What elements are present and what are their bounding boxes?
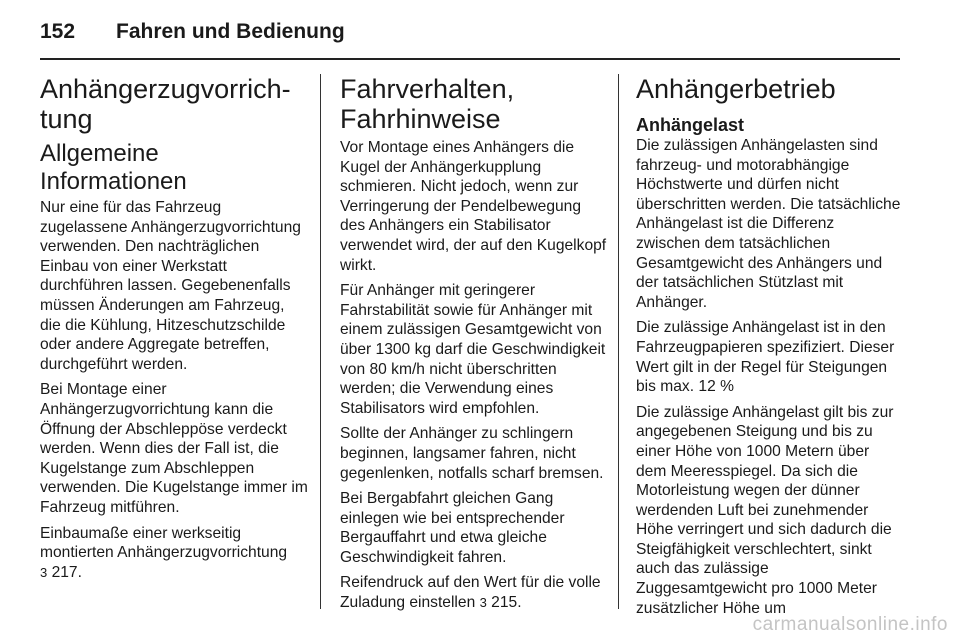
paragraph: Die zulässige Anhängelast gilt bis zur angegebenen Steigung und bis zu einer Höhe von 1000 Metern über dem Meeresspiegel. Da sich die Motorleistung wegen der dünner werdenden Luft bei zunehmender Höhe verringert und sich dadurch die Steigfähigkeit verschlechtert, sinkt auch das zulässige Zuggesamtgewicht pro 1000 Meter zusätzlicher Höhe um	[636, 403, 894, 617]
column-divider-right	[618, 74, 619, 609]
paragraph: Vor Montage eines Anhängers die Kugel der Anhängerkupplung schmieren. Nicht jedoch, wenn zur Verringerung der Pendelbewegung des Anhängers ein Stabilisator verwendet wird, der auf den Kugelkopf wirkt.	[340, 139, 607, 274]
paragraph: Sollte der Anhänger zu schlingern beginnen, langsamer fahren, nicht gegenlenken, notfalls scharf bremsen.	[340, 425, 604, 482]
paragraph-with-reference	[340, 573, 608, 612]
paragraph-text: Einbaumaße einer werkseitig montierten Anhängerzugvorrichtung	[40, 524, 288, 562]
page-header	[40, 20, 345, 44]
subsection-title-anhaengelast: Anhängelast	[636, 115, 745, 135]
page-number: 152	[40, 20, 76, 43]
paragraph: Bei Bergabfahrt gleichen Gang einlegen wie bei entsprechender Bergauffahrt und etwa gleiche Geschwindigkeit fahren.	[340, 490, 565, 566]
section-title-anhaengerzugvorrichtung	[40, 74, 308, 134]
section-title-line1: Anhängerzugvorrich-	[40, 74, 291, 104]
section-title-line1: Fahrverhalten,	[340, 74, 515, 104]
section-title-line2: tung	[40, 104, 93, 134]
header-rule	[40, 58, 900, 60]
chapter-title: Fahren und Bedienung	[116, 20, 345, 43]
watermark: carmanualsonline.info	[752, 614, 948, 635]
page-reference-arrow-icon: 3	[479, 595, 487, 611]
paragraph-with-reference	[40, 524, 308, 583]
page-reference-link[interactable]: 215.	[491, 594, 522, 612]
section-title-fahrverhalten	[340, 74, 608, 134]
subsection-title-allgemeine: Allgemeine Informationen	[40, 140, 187, 195]
paragraph: Bei Montage einer Anhängerzugvorrichtung kann die Öffnung der Abschleppöse verdeckt werden. Wenn dies der Fall ist, die Kugelstange zum Abschleppen verwenden. Die Kugelstange immer im Fahrzeug mitführen.	[40, 381, 308, 516]
column-divider-left	[320, 74, 321, 609]
paragraph: Nur eine für das Fahrzeug zugelassene Anhängerzugvorrichtung verwenden. Den nachträglichen Einbau von einer Werkstatt durchführen lassen. Gegebenenfalls müssen Änderungen am Fahrzeug, die die Kühlung, Hitzeschutzschilde oder andere Aggregate betreffen, durchgeführt werden.	[40, 199, 301, 373]
page-reference-link[interactable]: 217.	[51, 563, 82, 581]
column-left	[40, 74, 308, 588]
paragraph: Die zulässige Anhängelast ist in den Fahrzeugpapieren spezifiziert. Dieser Wert gilt in der Regel für Steigungen bis max. 12 %	[636, 319, 895, 396]
page-reference-arrow-icon: 3	[40, 564, 48, 580]
paragraph: Für Anhänger mit geringerer Fahrstabilität sowie für Anhänger mit einem zulässigen Gesamtgewicht von über 1300 kg darf die Geschwindigkeit von 80 km/h nicht überschritten werden; die Verwendung eines Stabilisators wird empfohlen.	[340, 282, 606, 417]
paragraph-text: Reifendruck auf den Wert für die volle Zuladung einstellen	[340, 574, 601, 612]
section-title-anhaengerbetrieb: Anhängerbetrieb	[636, 74, 836, 104]
column-right	[636, 74, 902, 624]
column-middle	[340, 74, 608, 619]
section-title-line2: Fahrhinweise	[340, 104, 501, 134]
paragraph: Die zulässigen Anhängelasten sind fahrzeug- und motorabhängige Höchstwerte und dürfen nicht überschritten werden. Die tatsächliche Anhängelast ist die Differenz zwischen dem tatsächlichen Gesamtgewicht des Anhängers und der tatsächlichen Stützlast mit Anhänger.	[636, 137, 901, 311]
